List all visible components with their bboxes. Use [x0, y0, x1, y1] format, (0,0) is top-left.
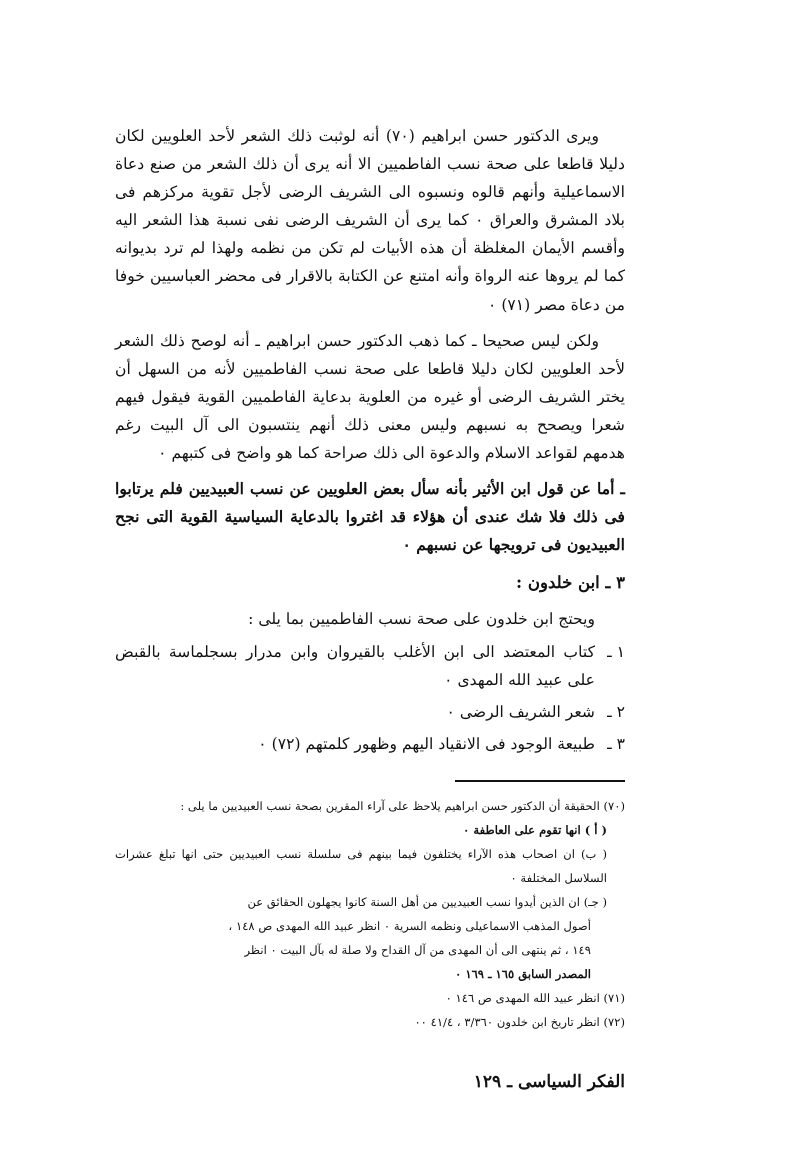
- list-text: شعر الشريف الرضى ٠: [446, 702, 595, 721]
- list-text: طبيعة الوجود فى الانقياد اليهم وظهور كلمتهم (٧٢) ٠: [258, 734, 595, 753]
- list-text: كتاب المعتضد الى ابن الأغلب بالقيروان وابن مدرار بسجلماسة بالقبض على عبيد الله المهدى ٠: [115, 642, 595, 689]
- footnote-70-c-line3: ١٤٩ ، ثم ينتهى الى أن المهدى من آل القداح ولا صلة له بآل البيت ٠ انظر: [244, 942, 591, 957]
- footnotes: [115, 794, 625, 1034]
- footnote-71: (٧١) انظر عبيد الله المهدى ص ١٤٦ ٠: [445, 990, 625, 1005]
- page-body: [115, 122, 625, 1034]
- list-item-1: [115, 638, 625, 694]
- footnote-70-c-line4: المصدر السابق ١٦٥ ـ ١٦٩ ٠: [455, 966, 591, 981]
- section-title: ابن خلدون :: [516, 573, 600, 593]
- paragraph-3: ـ أما عن قول ابن الأثير بأنه سأل بعض العلويين عن نسب العبيديين فلم يرتابوا فى ذلك فلا شك عندى أن هؤلاء قد اغتروا بالدعاية السياسية القوية التى نجح العبيديون فى ترويجها عن نسبهم ٠: [115, 479, 625, 555]
- footnote-70-a: ( أ ) انها تقوم على العاطفة ٠: [463, 822, 607, 837]
- paragraph-2: ولكن ليس صحيحا ـ كما ذهب الدكتور حسن ابراهيم ـ أنه لوصح ذلك الشعر لأحد العلويين لكان دليلا قاطعا على صحة نسب الفاطميين لأنه من السهل أن يختر الشريف الرضى أو غيره من العلوية بدعاية الفاطميين القوية فيقول فيهم شعرا ويصحح به نسبهم وليس معنى ذلك أنهم ينتسبون الى آل البيت رغم هدمهم لقواعد الاسلام والدعوة الى ذلك صراحة كما هو واضح فى كتبهم ٠: [115, 331, 625, 463]
- list-number: ٣ ـ: [607, 734, 625, 753]
- footnote-72: (٧٢) انظر تاريخ ابن خلدون ٣/٣٦٠ ، ٤١/٤ ٠٠: [414, 1014, 625, 1029]
- footnote-70-c-line1: ( جـ) ان الذين أيدوا نسب العبيديين من أهل السنة كانوا يجهلون الحقائق عن: [247, 894, 607, 909]
- section-intro: ويحتج ابن خلدون على صحة نسب الفاطميين بما يلى :: [248, 610, 595, 629]
- section-number: ٣ ـ: [605, 573, 625, 593]
- list-number: ١ ـ: [607, 642, 625, 661]
- footnote-70-b: ( ب) ان اصحاب هذه الآراء يختلفون فيما بينهم فى سلسلة نسب العبيديين حتى انها تبلغ عشرات السلاسل المختلفة ٠: [115, 846, 607, 885]
- paragraph-1: ويرى الدكتور حسن ابراهيم (٧٠) أنه لوثبت ذلك الشعر لأحد العلويين لكان دليلا قاطعا على صحة نسب الفاطميين الا أنه يرى أن ذلك الشعر من صنع دعاة الاسماعيلية وأنهم قالوه ونسبوه الى الشريف الرضى لأجل تقوية مركزهم فى بلاد المشرق والعراق ٠ كما يرى أن الشريف الرضى نفى نسبة هذا الشعر اليه وأقسم الأيمان المغلظة أن هذه الأبيات لم تكن من نظمه ولهذا لم ترد بديوانه كما لم يروها عنه الرواة وأنه امتنع عن الكتابة بالاقرار فى محضر العباسيين خوفا من دعاة مصر (٧١) ٠: [115, 127, 625, 314]
- list-item-2: [115, 698, 625, 726]
- footnote-divider: [455, 780, 625, 782]
- section-heading: [115, 569, 625, 597]
- running-footer: الفكر السياسى ـ ١٢٩: [473, 1072, 625, 1092]
- footnote-70-c-line2: أصول المذهب الاسماعيلى ونظمه السرية ٠ انظر عبيد الله المهدى ص ١٤٨ ،: [228, 918, 591, 933]
- list-number: ٢ ـ: [607, 702, 625, 721]
- list-item-3: [115, 730, 625, 758]
- footnote-70-intro: (٧٠) الحقيقة أن الدكتور حسن ابراهيم يلاحظ على آراء المقرين بصحة نسب العبيديين ما يلى :: [180, 798, 625, 813]
